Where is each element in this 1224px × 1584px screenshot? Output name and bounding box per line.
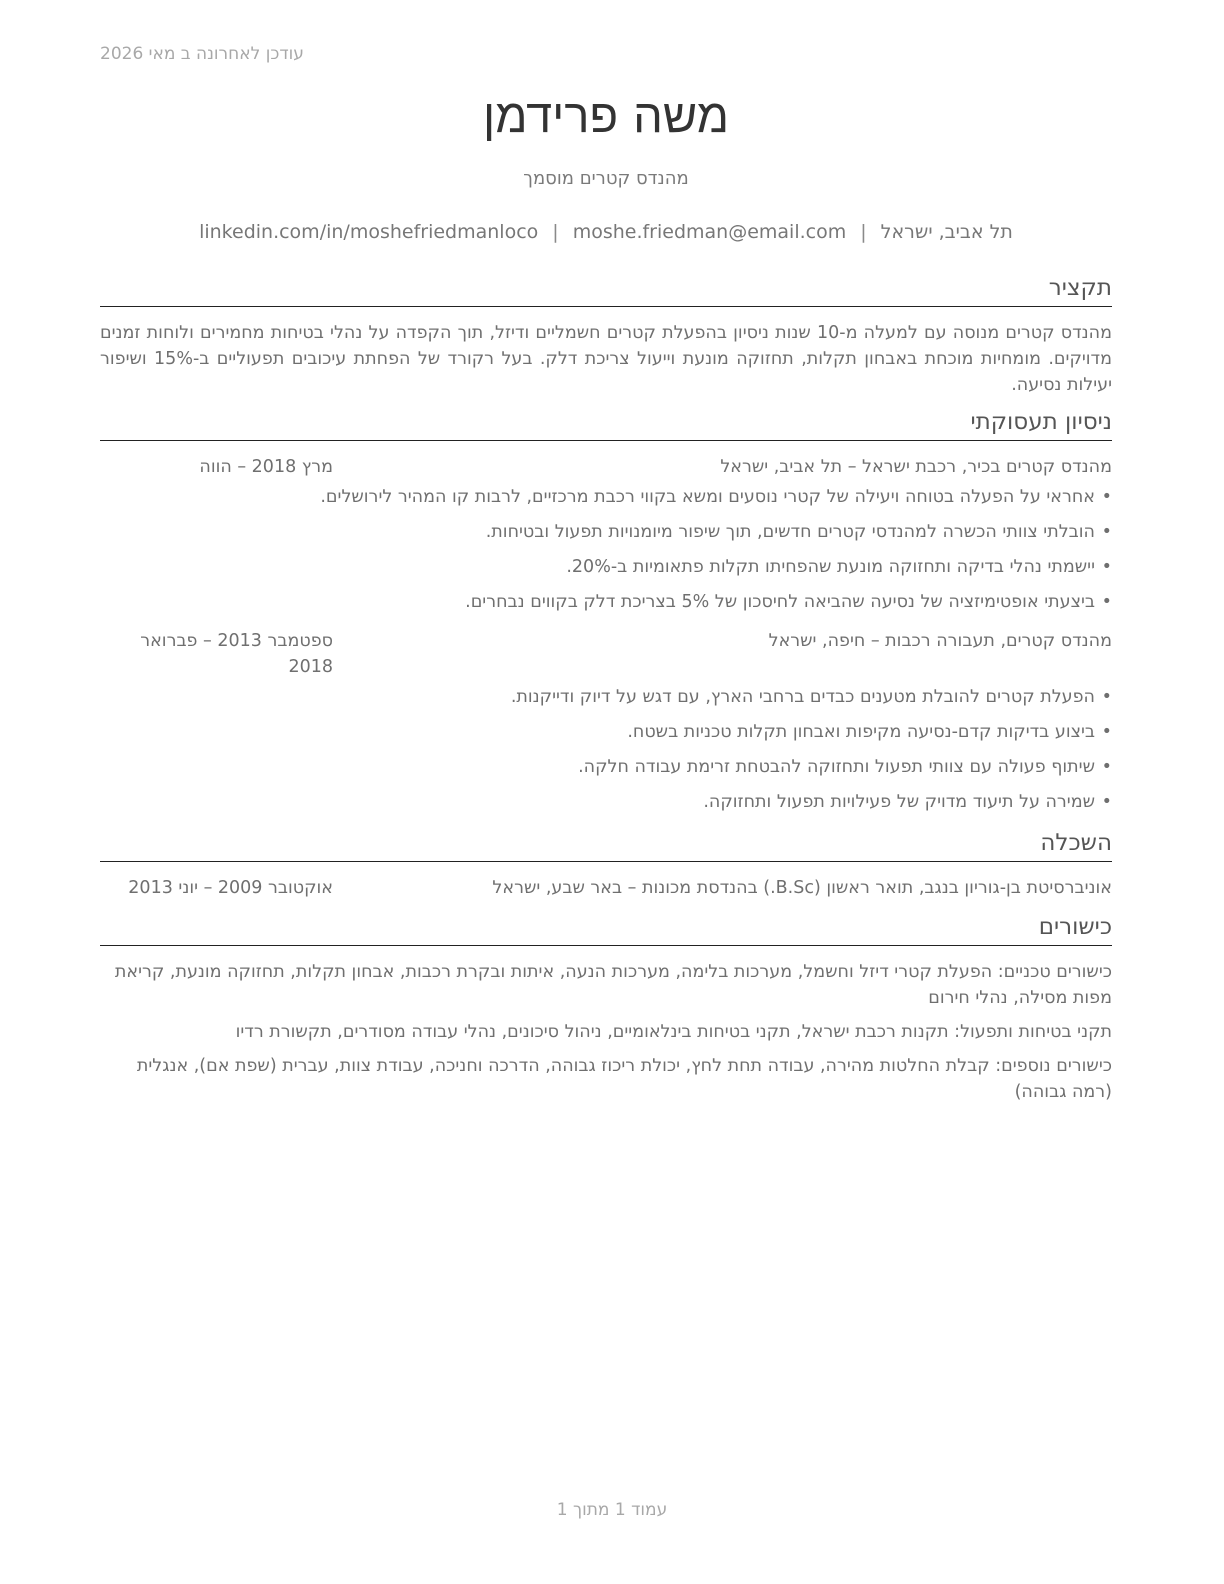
bullet-icon: • [1101, 792, 1112, 812]
candidate-title: מהנדס קטרים מוסמך [523, 168, 689, 189]
section-heading-experience: ניסיון תעסוקתי [100, 406, 1112, 441]
education-entry [100, 875, 1112, 901]
job-bullet-text: שמירה על תיעוד מדויק של פעילויות תפעול ותחזוקה. [703, 792, 1095, 812]
section-heading-skills: כישורים [100, 911, 1112, 946]
candidate-name: משה פרידמן [483, 89, 729, 144]
bullet-icon: • [1101, 757, 1112, 777]
job-bullet [100, 754, 1112, 780]
skills-line-additional: כישורים נוספים: קבלת החלטות מהירה, עבודה תחת לחץ, יכולת ריכוז גבוהה, הדרכה וחניכה, עבודת צוות, עברית (שפת אם), אנגלית (רמה גבוהה) [136, 1056, 1112, 1102]
education-degree: אוניברסיטת בן-גוריון בנגב, תואר ראשון (B.Sc.) בהנדסת מכונות – באר שבע, ישראל [492, 878, 1112, 898]
bullet-icon: • [1101, 522, 1112, 542]
job-bullet [100, 684, 1112, 710]
job-bullet [100, 484, 1112, 510]
contact-line [100, 221, 1112, 243]
resume-page [100, 0, 1112, 1584]
job-bullet [100, 719, 1112, 745]
contact-separator: | [860, 221, 867, 243]
bullet-icon: • [1101, 557, 1112, 577]
contact-email[interactable]: moshe.friedman@email.com [572, 221, 847, 243]
job-bullet [100, 789, 1112, 815]
resume-body [100, 272, 1112, 1113]
bullet-icon: • [1101, 487, 1112, 507]
section-heading-summary: תקציר [100, 272, 1112, 307]
bullet-icon: • [1101, 687, 1112, 707]
page-number: עמוד 1 מתוך 1 [556, 1500, 668, 1520]
job-dates: ספטמבר 2013 – פברואר 2018 [140, 631, 333, 677]
section-heading-education: השכלה [100, 827, 1112, 862]
job-bullet [100, 519, 1112, 545]
job-dates: מרץ 2018 – הווה [199, 457, 333, 477]
job-bullet [100, 554, 1112, 580]
job-entry [100, 628, 1112, 815]
job-role: מהנדס קטרים, תעבורה רכבות – חיפה, ישראל [768, 631, 1112, 651]
job-bullet-list [100, 684, 1112, 815]
job-bullet-text: הובלתי צוותי הכשרה למהנדסי קטרים חדשים, תוך שיפור מיומנויות תפעול ובטיחות. [485, 522, 1095, 542]
job-bullet-text: יישמתי נהלי בדיקה ותחזוקה מונעת שהפחיתו תקלות פתאומיות ב-20%. [566, 557, 1095, 577]
job-bullet-text: ביצוע בדיקות קדם-נסיעה מקיפות ואבחון תקלות טכניות בשטח. [627, 722, 1095, 742]
contact-separator: | [552, 221, 559, 243]
job-header [100, 454, 1112, 480]
job-entry [100, 454, 1112, 615]
contact-location: תל אביב, ישראל [880, 221, 1013, 243]
skills-line-safety: תקני בטיחות ותפעול: תקנות רכבת ישראל, תקני בטיחות בינלאומיים, ניהול סיכונים, נהלי עבודה מסודרים, תקשורת רדיו [235, 1022, 1112, 1042]
job-bullet-text: הפעלת קטרים להובלת מטענים כבדים ברחבי הארץ, עם דגש על דיוק ודייקנות. [510, 687, 1095, 707]
contact-linkedin[interactable]: linkedin.com/in/moshefriedmanloco [199, 221, 539, 243]
education-dates: אוקטובר 2009 – יוני 2013 [128, 878, 333, 898]
job-bullet [100, 589, 1112, 615]
bullet-icon: • [1101, 722, 1112, 742]
job-bullet-text: ביצעתי אופטימיזציה של נסיעה שהביאה לחיסכון של 5% בצריכת דלק בקווים נבחרים. [465, 592, 1095, 612]
last-updated-note: עודכן לאחרונה ב מאי 2026 [100, 44, 304, 64]
job-bullet-text: אחראי על הפעלה בטוחה ויעילה של קטרי נוסעים ומשא בקווי רכבת מרכזיים, לרבות קו המהיר לירושלים. [320, 487, 1095, 507]
skills-line-technical: כישורים טכניים: הפעלת קטרי דיזל וחשמל, מערכות בלימה, מערכות הנעה, איתות ובקרת רכבות, אבחון תקלות, תחזוקה מונעת, קריאת מפות מסילה, נהלי חירום [114, 962, 1112, 1008]
job-header [100, 628, 1112, 680]
bullet-icon: • [1101, 592, 1112, 612]
summary-text: מהנדס קטרים מנוסה עם למעלה מ-10 שנות ניסיון בהפעלת קטרים חשמליים ודיזל, תוך הקפדה על נהלי בטיחות מחמירים ולוחות זמנים מדויקים. מומחיות מוכחת באבחון תקלות, תחזוקה מונעת וייעול צריכת דלק. בעל רקורד של הפחתת עיכובים תפעוליים ב-15% ושיפור יעילות נסיעה. [100, 323, 1113, 395]
job-bullet-list [100, 484, 1112, 615]
job-bullet-text: שיתוף פעולה עם צוותי תפעול ותחזוקה להבטחת זרימת עבודה חלקה. [578, 757, 1095, 777]
job-role: מהנדס קטרים בכיר, רכבת ישראל – תל אביב, ישראל [720, 457, 1112, 477]
skills-list [100, 959, 1112, 1105]
